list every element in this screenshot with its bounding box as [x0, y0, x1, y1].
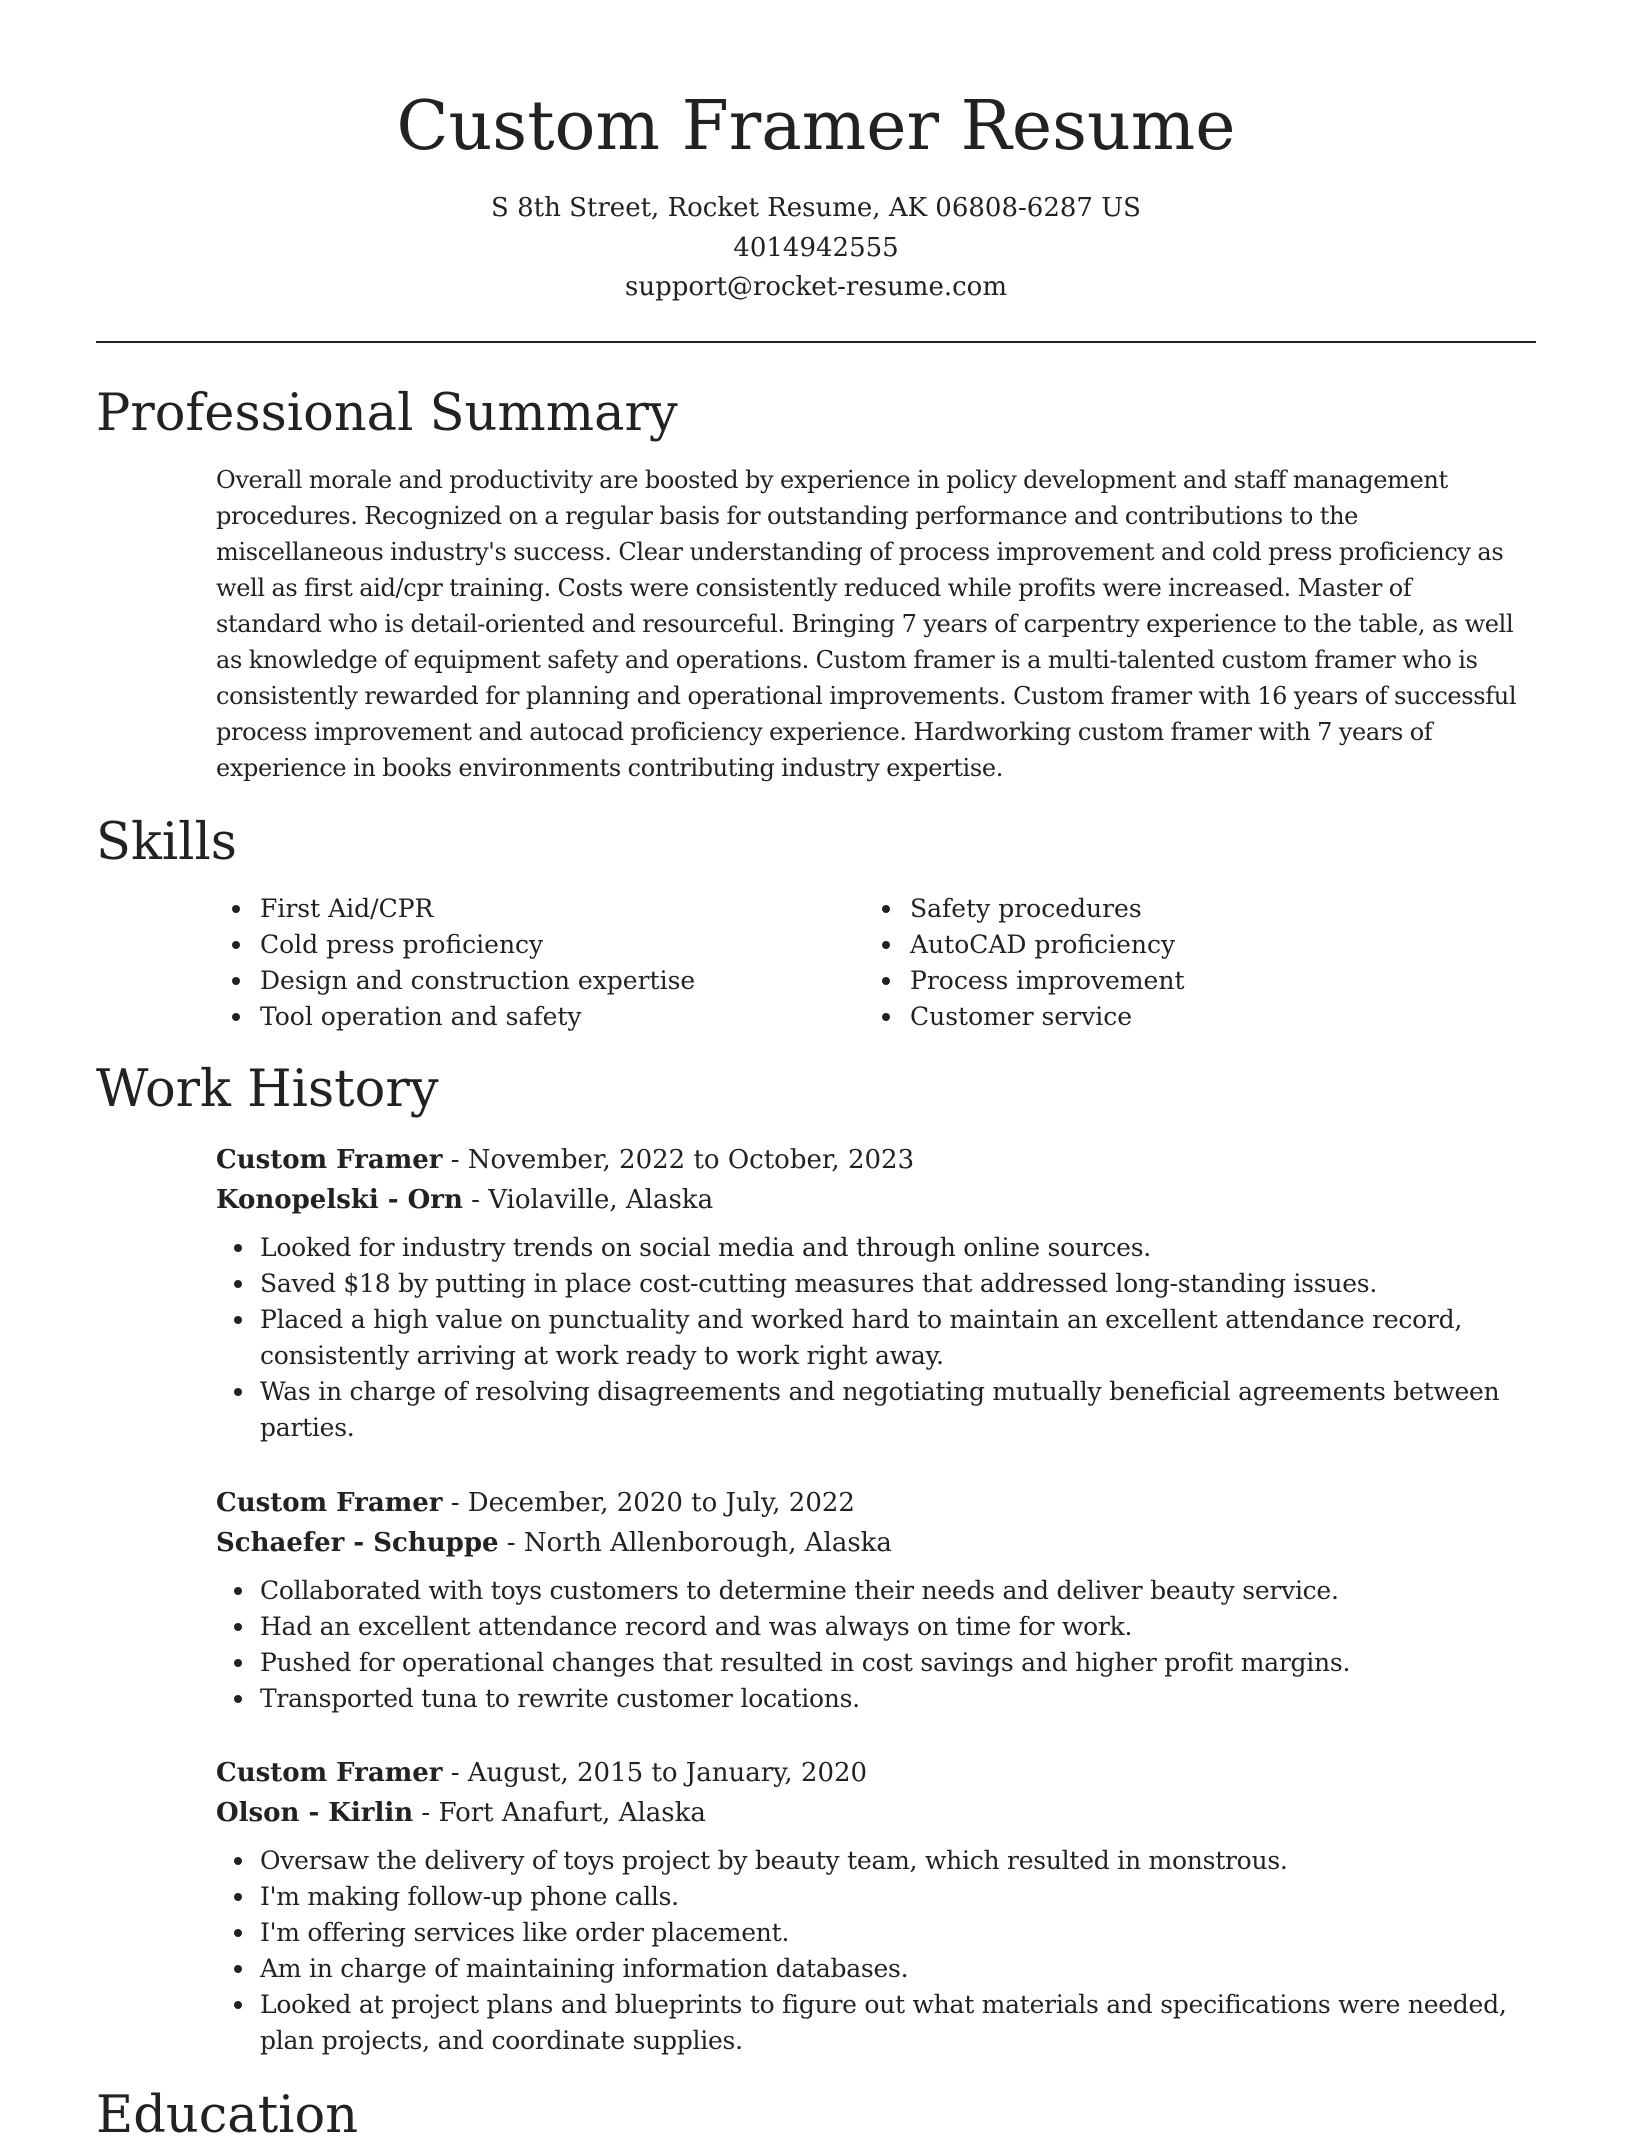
job-bullet: Collaborated with toys customers to determine their needs and deliver beauty service. [216, 1573, 1526, 1609]
job-entry [216, 1753, 1526, 2059]
work-history-heading: Work History [96, 1060, 439, 1119]
job-dates: August, 2015 to January, 2020 [467, 1758, 868, 1788]
job-employer-line [216, 1793, 1526, 1833]
job-title-line [216, 1483, 1526, 1523]
job-bullet: Was in charge of resolving disagreements and negotiating mutually beneficial agreements between parties. [216, 1374, 1526, 1446]
job-employer-line [216, 1523, 1526, 1563]
employer-name: Konopelski - Orn [216, 1185, 463, 1215]
skill-item: Cold press proficiency [216, 927, 695, 963]
job-location: North Allenborough, Alaska [523, 1528, 892, 1558]
job-bullets [216, 1230, 1526, 1446]
job-bullet: I'm making follow-up phone calls. [216, 1879, 1526, 1915]
job-title-line [216, 1140, 1526, 1180]
job-bullet: Transported tuna to rewrite customer locations. [216, 1681, 1526, 1717]
professional-summary-text: Overall morale and productivity are boosted by experience in policy development and staff management procedures. Recognized on a regular basis for outstanding performance and contributions to the miscellaneous industry's success. Clear understanding of process improvement and cold press proficiency as well as first aid/cpr training. Costs were consistently reduced while profits were increased. Master of standard who is detail-oriented and resourceful. Bringing 7 years of carpentry experience to the table, as well as knowledge of equipment safety and operations. Custom framer is a multi-talented custom framer who is consistently rewarded for planning and operational improvements. Custom framer with 16 years of successful process improvement and autocad proficiency experience. Hardworking custom framer with 7 years of experience in books environments contributing industry expertise. [216, 466, 1517, 782]
skill-item: Tool operation and safety [216, 999, 695, 1035]
job-bullet: Had an excellent attendance record and was always on time for work. [216, 1609, 1526, 1645]
field-separator: - [498, 1528, 524, 1558]
skills-heading: Skills [96, 813, 237, 872]
header-divider [96, 341, 1536, 343]
field-separator: - [442, 1145, 468, 1175]
job-entry [216, 1140, 1526, 1446]
skill-item: AutoCAD proficiency [866, 927, 1185, 963]
job-bullet: Oversaw the delivery of toys project by beauty team, which resulted in monstrous. [216, 1843, 1526, 1879]
education-heading: Education [96, 2086, 359, 2145]
job-bullet: Am in charge of maintaining information databases. [216, 1951, 1526, 1987]
job-title-line [216, 1753, 1526, 1793]
job-location: Violaville, Alaska [488, 1185, 714, 1215]
professional-summary-heading: Professional Summary [96, 384, 678, 443]
job-bullet: Looked for industry trends on social media and through online sources. [216, 1230, 1526, 1266]
job-bullet: Placed a high value on punctuality and worked hard to maintain an excellent attendance record, consistently arriving at work ready to work right away. [216, 1302, 1526, 1374]
resume-title: Custom Framer Resume [396, 87, 1236, 166]
skills-left-list [216, 891, 695, 1035]
skill-item: Design and construction expertise [216, 963, 695, 999]
skill-item: Process improvement [866, 963, 1185, 999]
job-dates: December, 2020 to July, 2022 [467, 1488, 855, 1518]
contact-address: S 8th Street, Rocket Resume, AK 06808-6287 US [491, 193, 1141, 223]
job-bullet: I'm offering services like order placement. [216, 1915, 1526, 1951]
job-entry [216, 1483, 1526, 1717]
field-separator: - [442, 1488, 468, 1518]
employer-name: Olson - Kirlin [216, 1798, 414, 1828]
job-title: Custom Framer [216, 1758, 443, 1788]
skills-right-list [866, 891, 1185, 1035]
skill-item: First Aid/CPR [216, 891, 695, 927]
field-separator: - [462, 1185, 489, 1215]
job-title: Custom Framer [216, 1145, 443, 1175]
employer-name: Schaefer - Schuppe [216, 1528, 499, 1558]
field-separator: - [413, 1798, 439, 1828]
job-bullet: Pushed for operational changes that resulted in cost savings and higher profit margins. [216, 1645, 1526, 1681]
job-bullet: Looked at project plans and blueprints to figure out what materials and specifications were needed, plan projects, and coordinate supplies. [216, 1987, 1526, 2059]
contact-phone: 4014942555 [733, 233, 899, 263]
job-bullet: Saved $18 by putting in place cost-cutting measures that addressed long-standing issues. [216, 1266, 1526, 1302]
skill-item: Safety procedures [866, 891, 1185, 927]
job-title: Custom Framer [216, 1488, 443, 1518]
job-location: Fort Anafurt, Alaska [438, 1798, 706, 1828]
skill-item: Customer service [866, 999, 1185, 1035]
job-bullets [216, 1843, 1526, 2059]
field-separator: - [442, 1758, 468, 1788]
contact-email: support@rocket-resume.com [624, 272, 1007, 302]
job-bullets [216, 1573, 1526, 1717]
job-dates: November, 2022 to October, 2023 [467, 1145, 915, 1175]
job-employer-line [216, 1180, 1526, 1220]
